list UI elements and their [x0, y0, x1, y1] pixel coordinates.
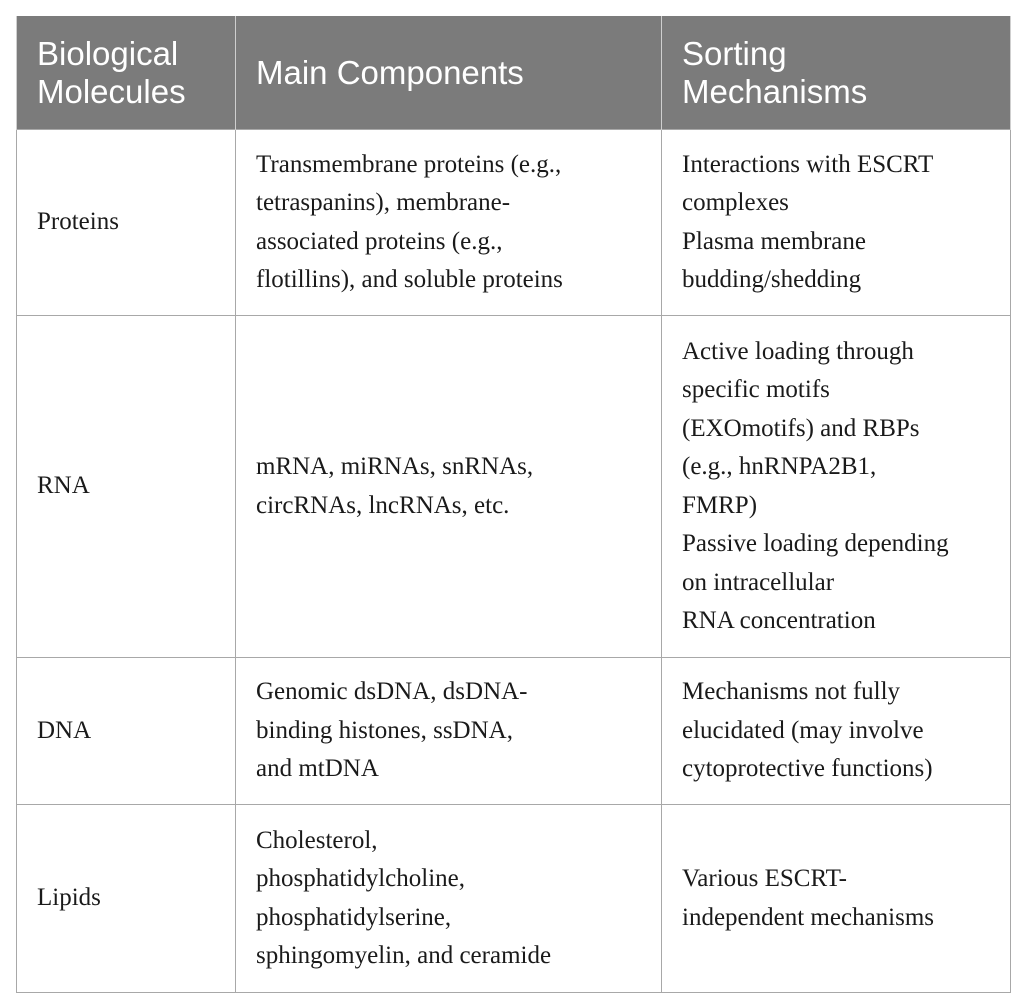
- cell-line: Mechanisms not fully: [682, 678, 901, 706]
- cell-components: [236, 130, 662, 316]
- cell-line: independent mechanisms: [682, 903, 935, 931]
- cell-line: and mtDNA: [256, 755, 379, 783]
- header-row: [17, 16, 1011, 130]
- header-line: Sorting: [682, 34, 787, 72]
- cell-line: tetraspanins), membrane-: [256, 189, 511, 216]
- cell-mechanisms: [662, 658, 1011, 805]
- cell-line: Lipids: [37, 884, 101, 912]
- cell-line: Passive loading depending: [682, 530, 949, 557]
- cell-molecule: [17, 658, 236, 805]
- cell-line: associated proteins (e.g.,: [256, 227, 503, 255]
- biomolecule-sorting-table: [16, 16, 1011, 993]
- cell-molecule: [17, 316, 236, 658]
- table-row-proteins: [17, 130, 1011, 316]
- header-biological-molecules: [17, 16, 236, 130]
- cell-line: Cholesterol,: [256, 826, 378, 854]
- cell-line: cytoprotective functions): [682, 755, 933, 783]
- table-row-rna: [17, 316, 1011, 658]
- cell-molecule: [17, 130, 236, 316]
- table-header: [17, 16, 1011, 130]
- header-line: Biological: [37, 34, 179, 72]
- header-sorting-mechanisms: [662, 16, 1011, 130]
- cell-line: FMRP): [682, 491, 758, 519]
- cell-line: budding/shedding: [682, 266, 862, 293]
- cell-line: sphingomyelin, and ceramide: [256, 942, 552, 969]
- cell-mechanisms: [662, 130, 1011, 316]
- cell-line: Plasma membrane: [682, 227, 866, 255]
- cell-line: Transmembrane proteins (e.g.,: [256, 150, 562, 178]
- cell-line: on intracellular: [682, 568, 835, 596]
- cell-line: DNA: [37, 716, 92, 744]
- cell-line: Interactions with ESCRT: [682, 150, 934, 178]
- cell-line: (EXOmotifs) and RBPs: [682, 414, 920, 442]
- cell-line: Proteins: [37, 208, 119, 236]
- cell-components: [236, 658, 662, 805]
- cell-line: specific motifs: [682, 376, 830, 403]
- cell-components: [236, 805, 662, 993]
- cell-molecule: [17, 805, 236, 993]
- cell-line: RNA: [37, 472, 90, 500]
- cell-line: Genomic dsDNA, dsDNA-: [256, 678, 528, 706]
- data-table-container: [16, 16, 1010, 993]
- cell-line: complexes: [682, 189, 789, 216]
- cell-line: phosphatidylserine,: [256, 903, 452, 931]
- cell-line: phosphatidylcholine,: [256, 865, 465, 892]
- cell-line: RNA concentration: [682, 607, 876, 634]
- cell-line: circRNAs, lncRNAs, etc.: [256, 491, 510, 519]
- cell-line: binding histones, ssDNA,: [256, 716, 513, 744]
- cell-mechanisms: [662, 316, 1011, 658]
- cell-mechanisms: [662, 805, 1011, 993]
- header-line: Mechanisms: [682, 72, 868, 110]
- cell-line: flotillins), and soluble proteins: [256, 266, 563, 293]
- header-line: Main Components: [256, 53, 524, 91]
- table-body: [17, 130, 1011, 993]
- table-row-dna: [17, 658, 1011, 805]
- cell-line: (e.g., hnRNPA2B1,: [682, 453, 877, 480]
- cell-line: Various ESCRT-: [682, 865, 847, 892]
- cell-line: Active loading through: [682, 337, 914, 365]
- cell-components: [236, 316, 662, 658]
- cell-line: elucidated (may involve: [682, 716, 924, 744]
- header-line: Molecules: [37, 72, 186, 110]
- cell-line: mRNA, miRNAs, snRNAs,: [256, 453, 534, 480]
- table-row-lipids: [17, 805, 1011, 993]
- header-main-components: [236, 16, 662, 130]
